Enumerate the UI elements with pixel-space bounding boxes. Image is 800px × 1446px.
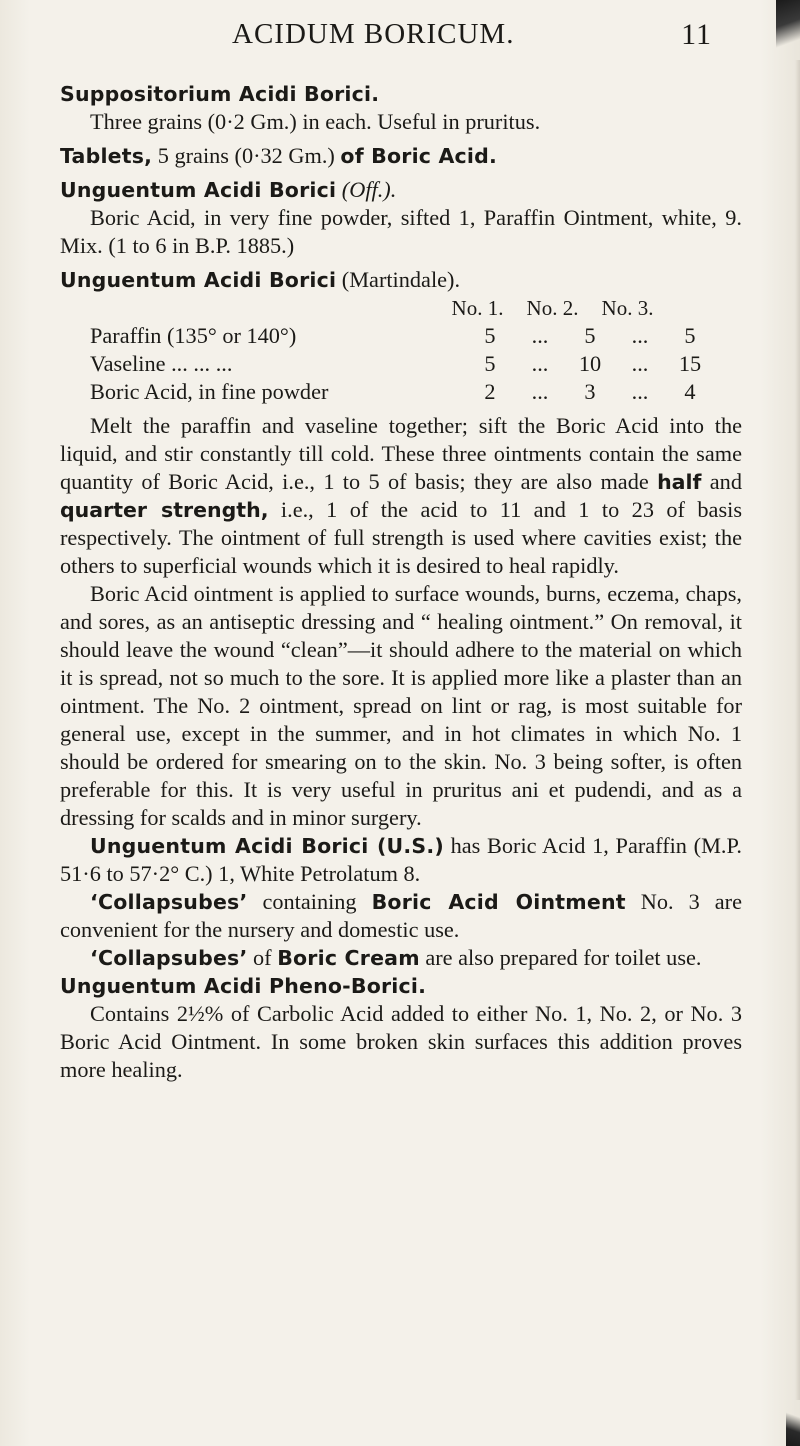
table-header-row [60,294,742,322]
page-content [60,80,742,1084]
section-heading-tail: of Boric Acid. [340,144,498,168]
inline-text: and [701,469,742,494]
section-subheading: (Off.). [336,177,397,202]
inline-text: containing [247,889,372,914]
section-suppository [60,80,742,108]
table-row-label: Vaseline ... ... ... [90,351,233,376]
inline-text: 5 grains (0·32 Gm.) [152,143,341,168]
table-cell: 5 [584,323,596,348]
paragraph: Three grains (0·2 Gm.) in each. Useful in pruritus. [90,109,541,134]
table-row-label: Boric Acid, in fine powder [90,379,329,404]
section-heading: Unguentum Acidi Borici [60,178,337,202]
section-tablets [60,142,742,170]
table-cell: 5 [484,351,496,376]
emphasis-quarter-strength: quarter strength, [60,498,269,522]
section-pheno-borici [60,972,742,1000]
table-leader: ... [631,351,649,376]
emphasis-half: half [657,470,702,494]
section-heading: ‘Collapsubes’ [90,890,248,914]
inline-text: i.e., 1 of the acid to 11 and 1 to 23 of basis respectively. The ointment of full strength is used where cavities exist; the others to superficial wounds which it is desired to heal rapidly. [60,497,742,578]
section-subheading: (Martindale). [336,267,461,292]
inline-text: Melt the paraffin and vaseline together; sift the Boric Acid into the liquid, and stir constantly till cold. These three ointments contain the same quantity of Boric Acid, i.e., 1 to 5 of basis; they are also made [60,413,742,494]
table-cell: 15 [678,351,702,376]
table-cell: 3 [584,379,596,404]
section-heading: Unguentum Acidi Borici [60,268,337,292]
table-cell: 4 [684,379,696,404]
section-unguentum-off [60,176,742,204]
table-column-header: No. 1. [451,296,504,320]
section-unguentum-us [60,832,742,888]
table-row [60,322,742,350]
table-cell: 5 [484,323,496,348]
inline-text: No. 3 are convenient for the nursery and domestic use. [60,889,742,942]
section-heading: Boric Cream [277,946,420,970]
table-row [60,378,742,406]
table-row [60,350,742,378]
section-heading: Boric Acid Ointment [371,890,626,914]
table-column-header: No. 2. [526,296,579,320]
page-corner-shadow [776,0,800,60]
section-unguentum-martindale [60,266,742,294]
table-leader: ... [531,323,549,348]
table-leader: ... [531,351,549,376]
section-collapsubes-ointment [60,888,742,944]
running-head [232,18,712,51]
paragraph [60,412,742,580]
section-heading: Unguentum Acidi Borici (U.S.) [90,834,444,858]
table-leader: ... [531,379,549,404]
section-heading: Unguentum Acidi Pheno-Borici. [60,974,427,998]
section-heading: Tablets, [60,144,153,168]
inline-text: of [247,945,278,970]
page-edge [795,60,800,1400]
paragraph: Boric Acid, in very fine powder, sifted 1, Paraffin Ointment, white, 9. Mix. (1 to 6 in B.P. 1885.) [60,205,742,258]
table-column-header: No. 3. [601,296,654,320]
inline-text: are also prepared for toilet use. [419,945,702,970]
running-head-title: ACIDUM BORICUM. [232,18,515,50]
formula-table [60,294,742,406]
table-cell: 5 [684,323,696,348]
table-cell: 2 [484,379,496,404]
table-leader: ... [631,379,649,404]
section-heading: ‘Collapsubes’ [90,946,248,970]
section-heading: Suppositorium Acidi Borici. [60,82,380,106]
page-number: 11 [681,18,712,51]
section-collapsubes-cream [60,944,742,972]
paragraph: Boric Acid ointment is applied to surface wounds, burns, eczema, chaps, and sores, as an antiseptic dressing and “ healing ointment.” On removal, it should leave the wound “clean”—it should adhere to the material on which it is spread, not so much to the sore. It is applied more like a plaster than an ointment. The No. 2 ointment, spread on lint or rag, is most suitable for general use, except in the summer, and in hot climates in which No. 1 should be ordered for smearing on to the skin. No. 3 being softer, is often preferable for this. It is very useful in pruritus ani et pudendi, and as a dressing for scalds and in minor surgery. [60,581,742,830]
table-leader: ... [631,323,649,348]
paragraph: Contains 2½% of Carbolic Acid added to either No. 1, No. 2, or No. 3 Boric Acid Ointment. In some broken skin surfaces this addition proves more healing. [60,1001,742,1082]
table-row-label: Paraffin (135° or 140°) [90,323,297,348]
inline-text: has Boric Acid 1, Paraffin (M.P. 51·6 to 57·2° C.) 1, White Petrolatum 8. [60,833,742,886]
page-corner-shadow-bottom [786,1406,800,1446]
table-cell: 10 [578,351,602,376]
